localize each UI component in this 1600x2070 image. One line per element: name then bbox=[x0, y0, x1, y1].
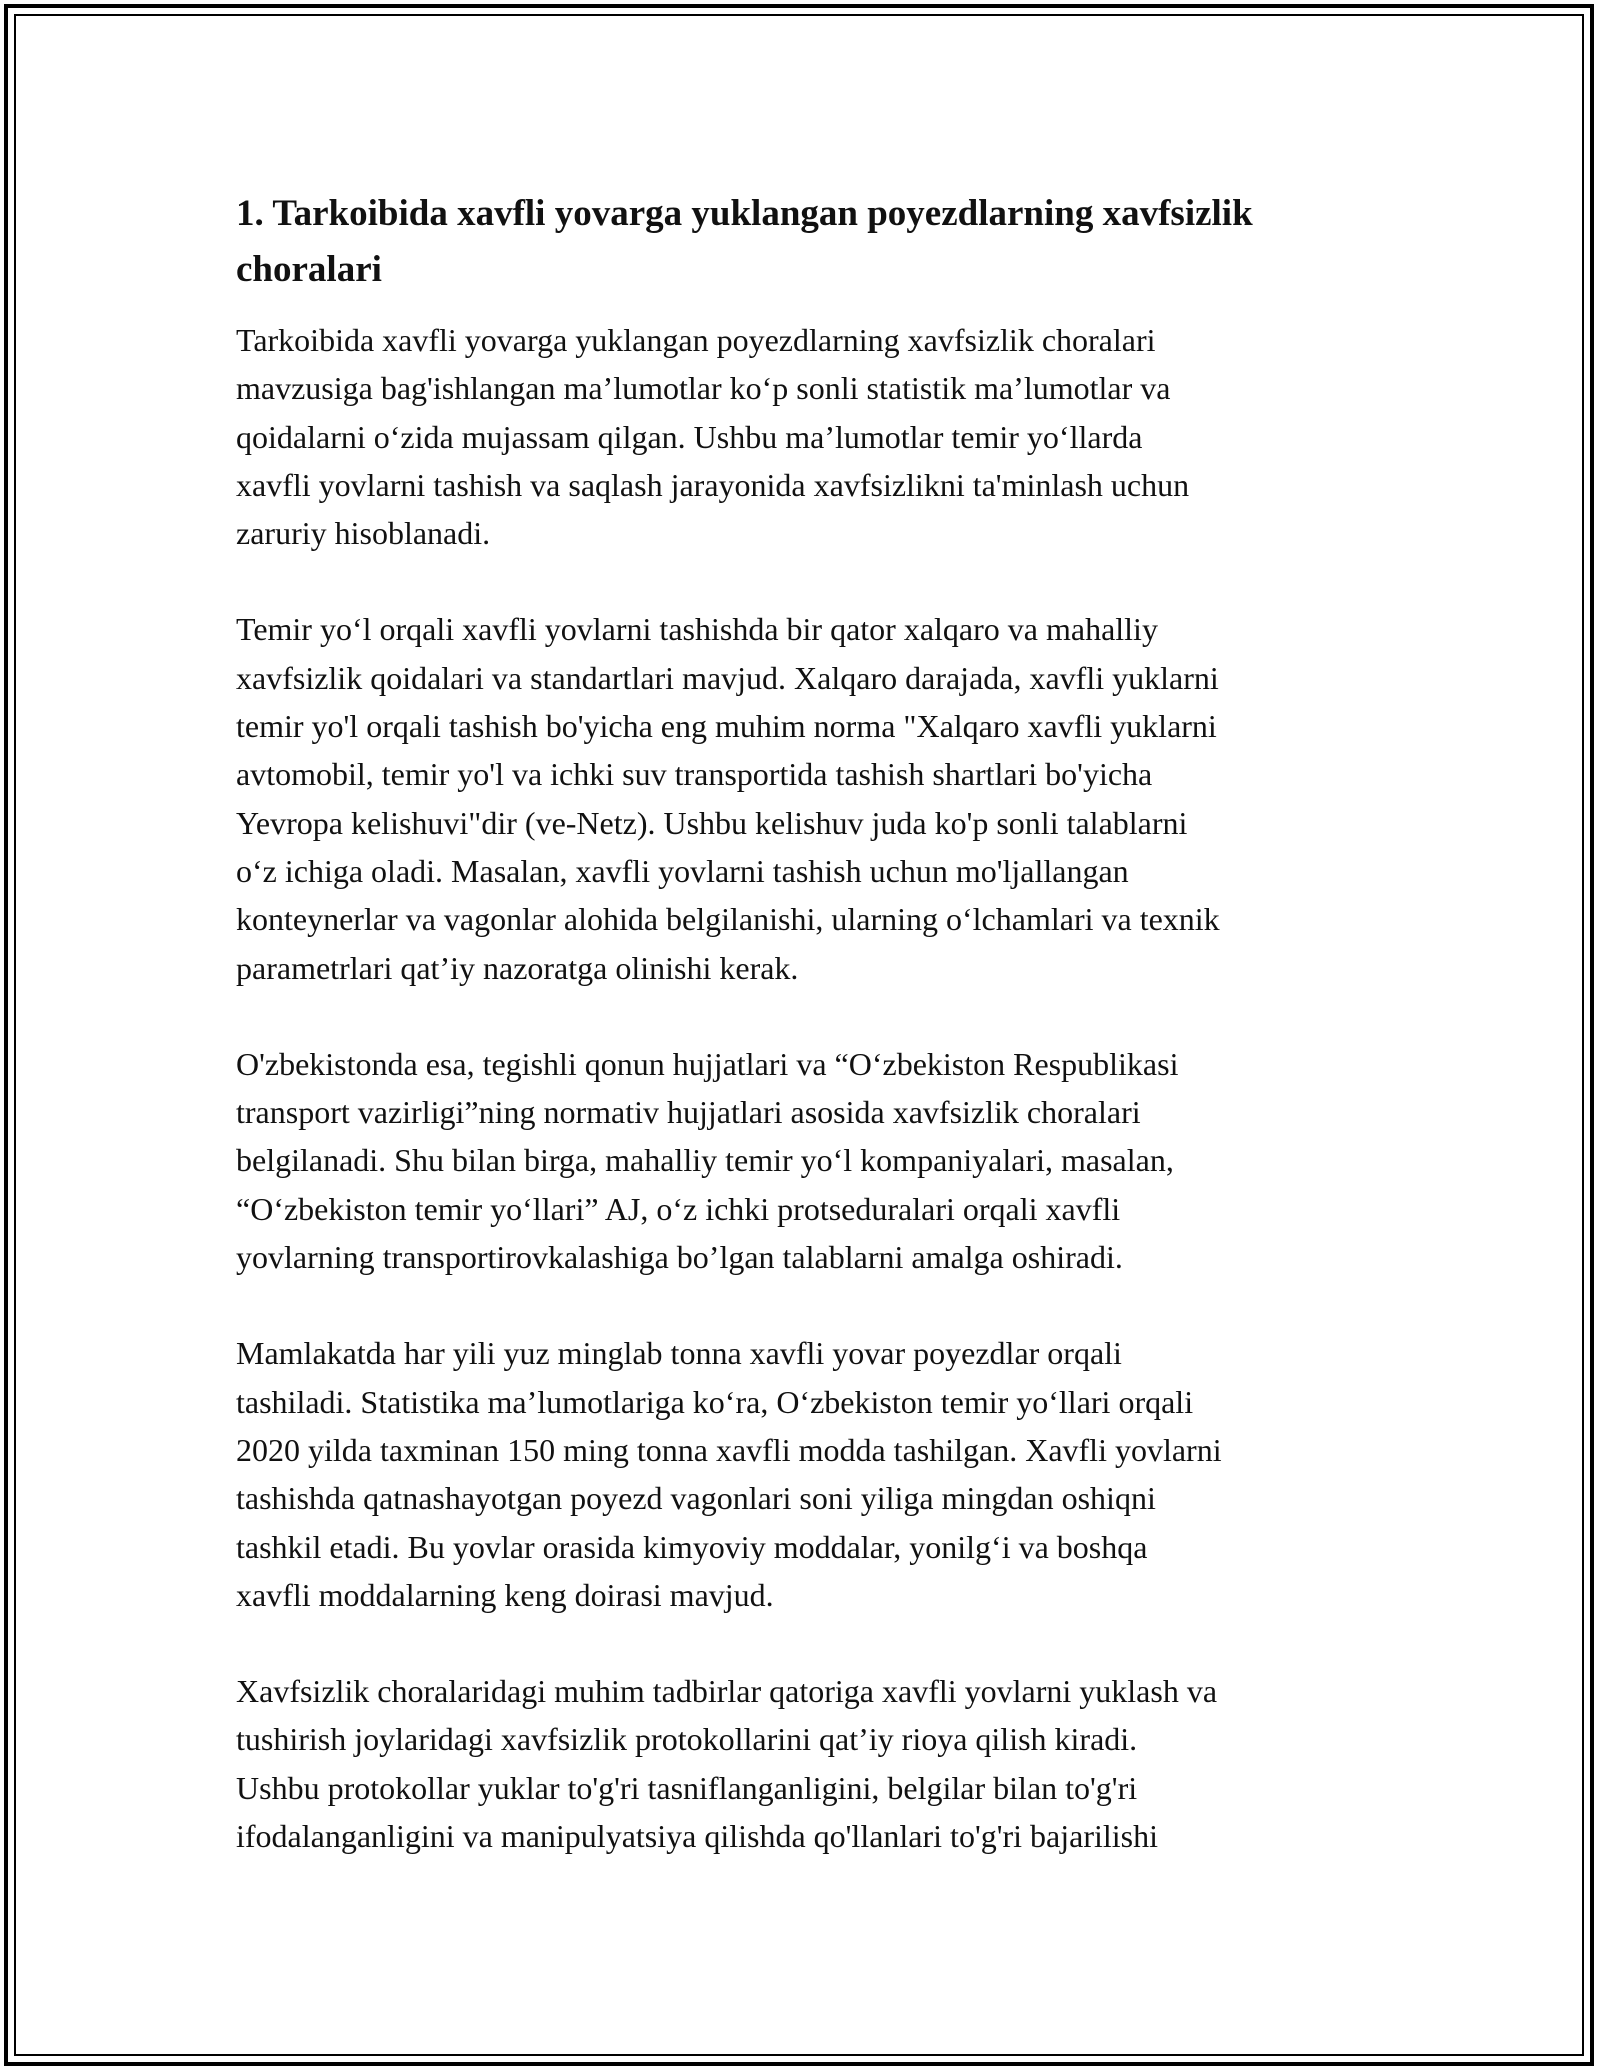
paragraph-statistics: Mamlakatda har yili yuz minglab tonna xavfli yovar poyezdlar orqali tashiladi. Statistika ma’lumotlariga ko‘ra, O‘zbekiston temir yo‘llari orqali 2020 yilda taxminan 150 ming tonna xavfli modda tashilgan. Xavfli yovlarni tashishda qatnashayotgan poyezd vagonlari soni yiliga mingdan oshiqni tashkil etadi. Bu yovlar orasida kimyoviy moddalar, yonilg‘i va boshqa xavfli moddalarning keng doirasi mavjud. bbox=[236, 1335, 1222, 1613]
section-heading: 1. Tarkoibida xavfli yovarga yuklangan poyezdlarning xavfsizlik choralari bbox=[236, 193, 1253, 290]
paragraph-international-rules: Temir yo‘l orqali xavfli yovlarni tashishda bir qator xalqaro va mahalliy xavfsizlik qoidalari va standartlari mavjud. Xalqaro darajada, xavfli yuklarni temir yo'l orqali tashish bo'yicha eng muhim norma "Xalqaro xavfli yuklarni avtomobil, temir yo'l va ichki suv transportida tashish shartlari bo'yicha Yevropa kelishuvi"dir (ve-Netz). Ushbu kelishuv juda ko'p sonli talablarni o‘z ichiga oladi. Masalan, xavfli yovlarni tashish uchun mo'ljallangan konteynerlar va vagonlar alohida belgilanishi, ularning o‘lchamlari va texnik parametrlari qat’iy nazoratga olinishi kerak. bbox=[236, 611, 1220, 986]
document-body bbox=[236, 186, 1376, 1860]
paragraph-intro: Tarkoibida xavfli yovarga yuklangan poyezdlarning xavfsizlik choralari mavzusiga bag'ishlangan ma’lumotlar ko‘p sonli statistik ma’lumotlar va qoidalarni o‘zida mujassam qilgan. Ushbu ma’lumotlar temir yo‘llarda xavfli yovlarni tashish va saqlash jarayonida xavfsizlikni ta'minlash uchun zaruriy hisoblanadi. bbox=[236, 322, 1190, 552]
paragraph-uzbekistan-rules: O'zbekistonda esa, tegishli qonun hujjatlari va “O‘zbekiston Respublikasi transport vazirligi”ning normativ hujjatlari asosida xavfsizlik choralari belgilanadi. Shu bilan birga, mahalliy temir yo‘l kompaniyalari, masalan, “O‘zbekiston temir yo‘llari” AJ, o‘z ichki protseduralari orqali xavfli yovlarning transportirovkalashiga bo’lgan talablarni amalga oshiradi. bbox=[236, 1045, 1179, 1276]
paragraph-safety-measures: Xavfsizlik choralaridagi muhim tadbirlar qatoriga xavfli yovlarni yuklash va tushirish joylaridagi xavfsizlik protokollarini qat’iy rioya qilish kiradi. Ushbu protokollar yuklar to'g'ri tasniflanganligini, belgilar bilan to'g'ri ifodalanganligini va manipulyatsiya qilishda qo'llanlari to'g'ri bajarilishi bbox=[236, 1673, 1218, 1855]
